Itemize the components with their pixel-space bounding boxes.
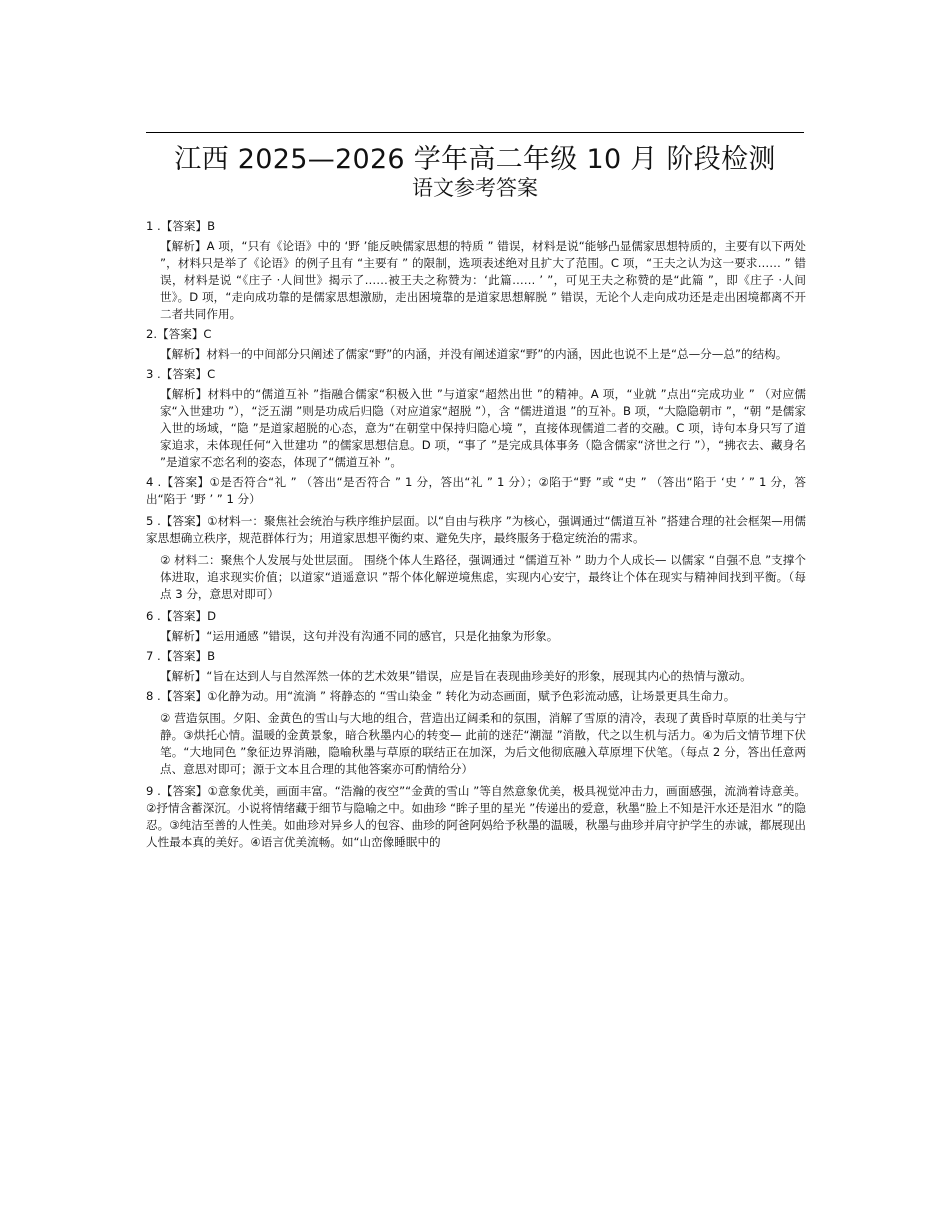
answer-line: 1 .【答案】B [146,219,216,233]
answer-item-8 [146,688,806,778]
explanation-text: 【解析】A 项，“只有《论语》中的 ‘野 ’能反映儒家思想的特质 ” 错误，材料是说“能够凸显儒家思想特质的，主要有以下两处 ”，材料只是举了《论语》的例子且有 “主要有 ” 的限制，选项表述绝对且扩大了范围。C 项，“王夫之认为这一要求…… ” 错误，材料是说 “《庄子 ·人间世》揭示了……被王夫之称赞为：‘此篇…… ’ ”，可见王夫之称赞的是“此篇 ”，即《庄子 ·人间世》。D 项，“走向成功靠的是儒家思想激励，走出困境靠的是道家思想解脱 ” 错误，无论个人走向成功还是走出困境都离不开二者共同作用。 [160,239,806,321]
answer-item-6 [146,608,806,645]
answer-line: 8 .【答案】①化静为动。用“流淌 ” 将静态的 “雪山染金 ” 转化为动态画面，赋予色彩流动感，让场景更具生命力。 [146,689,736,703]
answer-paragraph: ② 材料二：聚焦个人发展与处世层面。 围绕个体人生路径，强调通过 “儒道互补 ” 助力个人成长— 以儒家 “自强不息 ”支撑个体进取，追求现实价值；以道家“逍遥意识 ”帮个体化解逆境焦虑，实现内心安宁，最终让个体在现实与精神间找到平衡。（每点 3 分，意思对即可） [160,553,806,601]
answer-item-2 [146,326,806,363]
page-subtitle: 语文参考答案 [412,176,538,200]
answer-line: 7 .【答案】B [146,649,216,663]
explanation-text: 【解析】“运用通感 ”错误，这句并没有沟通不同的感官，只是化抽象为形象。 [160,629,559,643]
answer-item-1 [146,218,806,323]
answer-line: 9 .【答案】①意象优美，画面丰富。“浩瀚的夜空”“金黄的雪山 ”等自然意象优美，极具视觉冲击力，画面感强，流淌着诗意美。②抒情含蓄深沉。小说将情绪藏于细节与隐喻之中。如曲珍 “眸子里的星光 ”传递出的爱意，秋墨“脸上不知是汗水还是泪水 ”的隐忍。③纯洁至善的人性美。如曲珍对异乡人的包容、曲珍的阿爸阿妈给予秋墨的温暖，秋墨与曲珍并肩守护学生的赤诚，都展现出人性最本真的美好。④语言优美流畅。如“山峦像睡眠中的 [146,784,806,849]
answer-line: 4 .【答案】①是否符合“礼 ” （答出“是否符合 ” 1 分，答出“礼 ” 1 分）；②陷于“野 ”或 “史 ” （答出“陷于 ‘史 ’ ” 1 分，答出“陷于 ‘野 ’ ” 1 分） [146,475,806,506]
answer-line: 6 .【答案】D [146,609,217,623]
explanation-text: 【解析】材料一的中间部分只阐述了儒家“野”的内涵，并没有阐述道家“野”的内涵，因此也说不上是“总—分—总”的结构。 [160,347,788,361]
answer-item-3 [146,366,806,471]
answer-list [146,218,806,856]
answer-item-4 [146,474,806,508]
answer-line: 3 .【答案】C [146,367,216,381]
explanation-text: 【解析】“旨在达到人与自然浑然一体的艺术效果”错误，应是旨在表现曲珍美好的形象，展现其内心的热情与激动。 [160,669,752,683]
explanation-text: 【解析】材料中的“儒道互补 ”指融合儒家“积极入世 ”与道家“超然出世 ”的精神。A 项，“业就 ”点出“完成功业 ” （对应儒家“入世建功 ”），“泛五湖 ”则是功成后归隐（对应道家“超脱 ”），含 “儒进道退 ”的互补。B 项，“大隐隐朝市 ”，“朝 ”是儒家入世的场域，“隐 ”是道家超脱的心态，意为“在朝堂中保持归隐心境 ”，直接体现儒道二者的交融。C 项，诗句本身只写了道家追求，未体现任何“入世建功 ”的儒家思想信息。D 项，“事了 ”是完成具体事务（隐含儒家“济世之行 ”），“拂衣去、藏身名 ”是道家不恋名利的姿态，体现了“儒道互补 ”。 [160,387,806,469]
answer-line: 5 .【答案】①材料一：聚焦社会统治与秩序维护层面。以“自由与秩序 ”为核心，强调通过“儒道互补 ”搭建合理的社会框架—用儒家思想确立秩序，规范群体行为；用道家思想平衡约束、避免失序，最终服务于稳定统治的需求。 [146,514,806,545]
answer-paragraph: ② 营造氛围。夕阳、金黄色的雪山与大地的组合，营造出辽阔柔和的氛围，消解了雪原的清冷，表现了黄昏时草原的壮美与宁静。③烘托心情。温暖的金黄景象，暗合秋墨内心的转变— 此前的迷茫“潮湿 ”消散，代之以生机与活力。④为后文情节埋下伏笔。“大地同色 ”象征边界消融，隐喻秋墨与草原的联结正在加深，为后文他彻底融入草原埋下伏笔。（每点 2 分，答出任意两点、意思对即可；源于文本且合理的其他答案亦可酌情给分） [160,711,806,776]
answer-item-7 [146,648,806,685]
answer-line: 2.【答案】C [146,327,212,341]
page-title: 江西 2025—2026 学年高二年级 10 月 阶段检测 [174,144,776,175]
answer-item-9 [146,783,806,851]
header-rule [146,132,804,133]
answer-item-5 [146,513,806,603]
